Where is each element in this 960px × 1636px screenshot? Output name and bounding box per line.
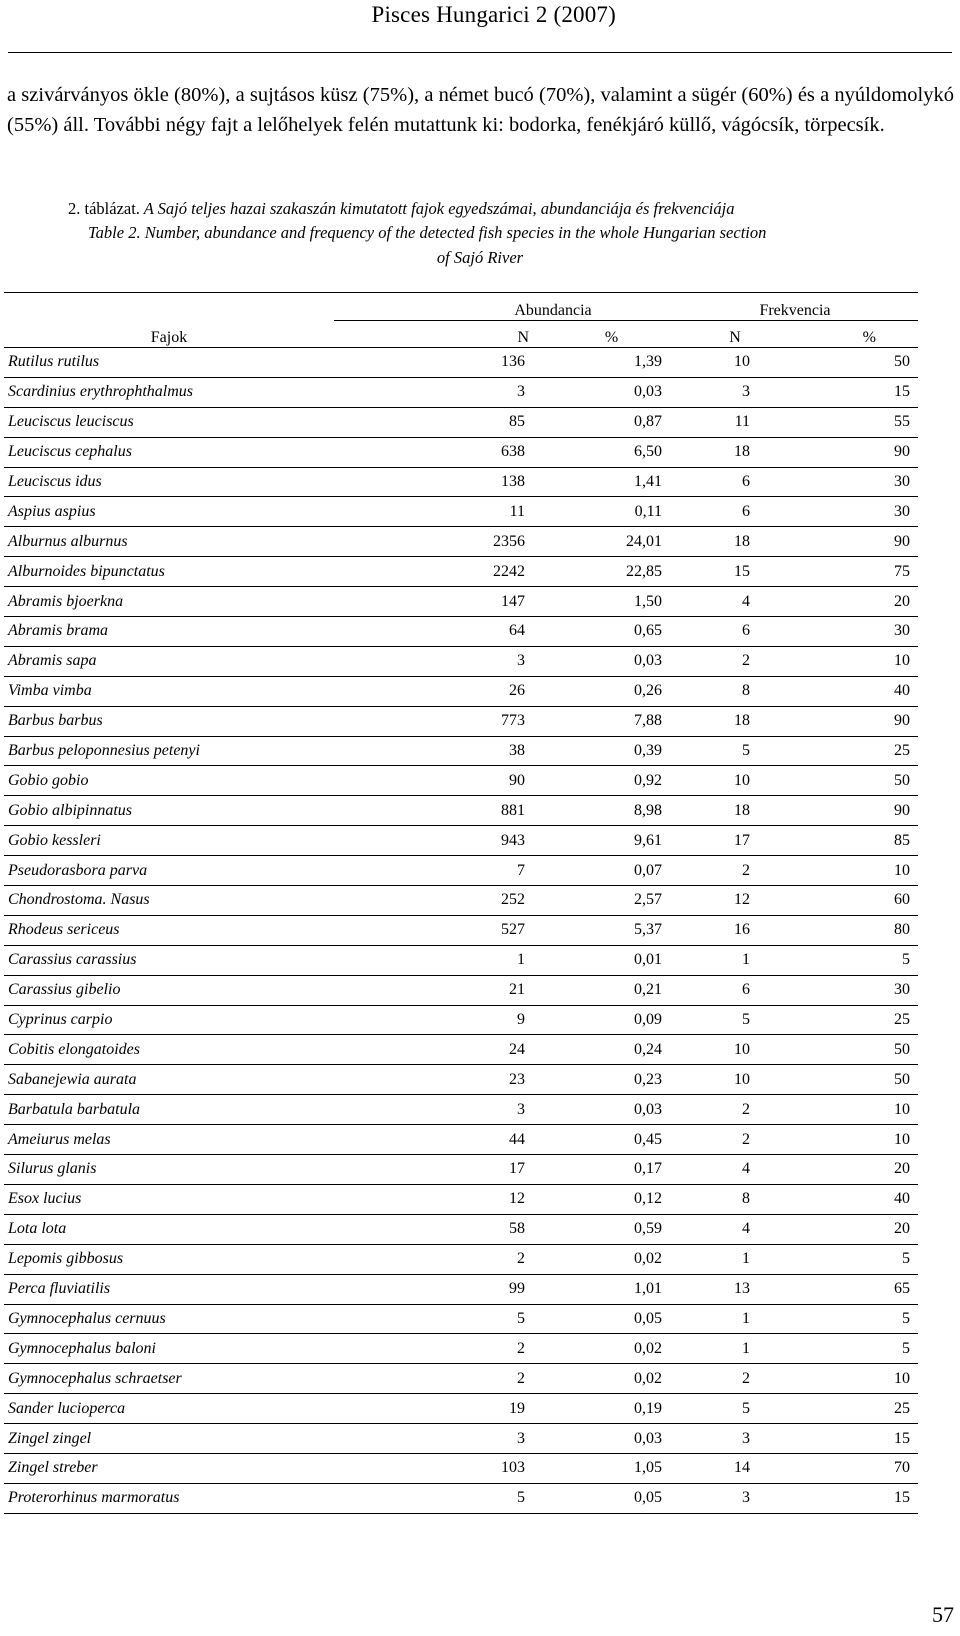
frequency-pct-cell: 15 (798, 1424, 918, 1454)
species-name-cell: Abramis brama (4, 617, 334, 647)
abundance-n-cell: 58 (334, 1214, 551, 1244)
frequency-n-cell: 6 (672, 497, 798, 527)
header-rule (8, 52, 952, 53)
table-row (4, 856, 918, 886)
frequency-n-cell: 2 (672, 1125, 798, 1155)
frequency-n-cell: 6 (672, 975, 798, 1005)
species-name-cell: Ameiurus melas (4, 1125, 334, 1155)
abundance-pct-cell: 2,57 (551, 886, 672, 916)
caption-english-line2: of Sajó River (436, 248, 524, 267)
abundance-n-cell: 11 (334, 497, 551, 527)
abundance-n-cell: 12 (334, 1184, 551, 1214)
species-name-cell: Zingel zingel (4, 1424, 334, 1454)
frequency-n-cell: 18 (672, 437, 798, 467)
abundance-pct-cell: 0,21 (551, 975, 672, 1005)
frequency-n-cell: 13 (672, 1274, 798, 1304)
frequency-pct-cell: 90 (798, 796, 918, 826)
frequency-n-cell: 8 (672, 1184, 798, 1214)
frequency-n-cell: 4 (672, 587, 798, 617)
abundance-n-cell: 1 (334, 945, 551, 975)
caption-hu-label: 2. táblázat. (68, 199, 140, 218)
species-name-cell: Alburnus alburnus (4, 527, 334, 557)
frequency-pct-cell: 40 (798, 1184, 918, 1214)
species-name-cell: Sander lucioperca (4, 1394, 334, 1424)
table-row (4, 467, 918, 497)
frequency-n-cell: 15 (672, 557, 798, 587)
abundance-pct-cell: 0,03 (551, 646, 672, 676)
abundance-n-cell: 527 (334, 915, 551, 945)
abundance-n-cell: 943 (334, 826, 551, 856)
table-row (4, 437, 918, 467)
abundance-pct-cell: 0,11 (551, 497, 672, 527)
page-number: 57 (932, 1602, 954, 1627)
frequency-pct-cell: 75 (798, 557, 918, 587)
frequency-n-cell: 12 (672, 886, 798, 916)
species-name-cell: Gobio kessleri (4, 826, 334, 856)
table-row (4, 1394, 918, 1424)
abundance-n-cell: 147 (334, 587, 551, 617)
abundance-n-cell: 38 (334, 736, 551, 766)
abundance-pct-cell: 1,39 (551, 348, 672, 378)
frequency-n-cell: 1 (672, 1334, 798, 1364)
frequency-pct-cell: 25 (798, 736, 918, 766)
abundance-pct-cell: 5,37 (551, 915, 672, 945)
abundance-n-cell: 21 (334, 975, 551, 1005)
abundance-n-cell: 103 (334, 1453, 551, 1483)
frequency-n-cell: 16 (672, 915, 798, 945)
frequency-pct-cell: 15 (798, 1483, 918, 1513)
abundance-pct-cell: 1,05 (551, 1453, 672, 1483)
abundance-pct-cell: 0,05 (551, 1304, 672, 1334)
caption-english-line1: Table 2. Number, abundance and frequency of the detected fish species in the whole Hungarian section (88, 223, 767, 242)
abundance-n-cell: 7 (334, 856, 551, 886)
frequency-n-cell: 2 (672, 1364, 798, 1394)
species-name-cell: Rhodeus sericeus (4, 915, 334, 945)
species-name-cell: Leuciscus idus (4, 467, 334, 497)
frequency-n-cell: 3 (672, 1424, 798, 1454)
frequency-n-cell: 2 (672, 856, 798, 886)
abundance-pct-cell: 0,26 (551, 676, 672, 706)
species-name-cell: Vimba vimba (4, 676, 334, 706)
species-name-cell: Lepomis gibbosus (4, 1244, 334, 1274)
frequency-pct-cell: 20 (798, 1214, 918, 1244)
abundance-n-cell: 3 (334, 1424, 551, 1454)
species-name-cell: Perca fluviatilis (4, 1274, 334, 1304)
species-name-cell: Rutilus rutilus (4, 348, 334, 378)
abundance-pct-cell: 9,61 (551, 826, 672, 856)
table-row (4, 826, 918, 856)
abundance-pct-cell: 0,24 (551, 1035, 672, 1065)
frequency-pct-cell: 10 (798, 646, 918, 676)
frequency-n-cell: 3 (672, 1483, 798, 1513)
abundance-n-cell: 2242 (334, 557, 551, 587)
frequency-n-cell: 5 (672, 1394, 798, 1424)
species-name-cell: Proterorhinus marmoratus (4, 1483, 334, 1513)
abundance-pct-cell: 0,05 (551, 1483, 672, 1513)
abundance-pct-cell: 0,09 (551, 1005, 672, 1035)
header-frequency-label: Frekvencia (759, 302, 831, 319)
abundance-n-cell: 64 (334, 617, 551, 647)
abundance-pct-cell: 0,23 (551, 1065, 672, 1095)
header-species: Fajok (4, 293, 334, 348)
table-row (4, 1035, 918, 1065)
frequency-pct-cell: 50 (798, 1035, 918, 1065)
table-row (4, 1214, 918, 1244)
abundance-pct-cell: 7,88 (551, 706, 672, 736)
frequency-n-cell: 18 (672, 706, 798, 736)
table-row (4, 676, 918, 706)
abundance-n-cell: 2356 (334, 527, 551, 557)
table-row (4, 377, 918, 407)
abundance-n-cell: 2 (334, 1244, 551, 1274)
species-name-cell: Gymnocephalus cernuus (4, 1304, 334, 1334)
frequency-n-cell: 10 (672, 1065, 798, 1095)
frequency-pct-cell: 90 (798, 706, 918, 736)
frequency-n-cell: 14 (672, 1453, 798, 1483)
abundance-pct-cell: 0,92 (551, 766, 672, 796)
table-row (4, 915, 918, 945)
table-row (4, 587, 918, 617)
table-row (4, 1244, 918, 1274)
abundance-n-cell: 638 (334, 437, 551, 467)
header-abundance-pct: % (551, 321, 672, 348)
frequency-pct-cell: 30 (798, 975, 918, 1005)
species-name-cell: Alburnoides bipunctatus (4, 557, 334, 587)
abundance-n-cell: 252 (334, 886, 551, 916)
species-name-cell: Barbus peloponnesius petenyi (4, 736, 334, 766)
abundance-pct-cell: 0,02 (551, 1244, 672, 1274)
abundance-n-cell: 90 (334, 766, 551, 796)
abundance-n-cell: 136 (334, 348, 551, 378)
abundance-n-cell: 19 (334, 1394, 551, 1424)
table-row (4, 1364, 918, 1394)
frequency-n-cell: 1 (672, 1304, 798, 1334)
frequency-pct-cell: 40 (798, 676, 918, 706)
abundance-n-cell: 5 (334, 1304, 551, 1334)
species-name-cell: Gymnocephalus schraetser (4, 1364, 334, 1394)
abundance-n-cell: 5 (334, 1483, 551, 1513)
abundance-n-cell: 26 (334, 676, 551, 706)
frequency-n-cell: 18 (672, 527, 798, 557)
abundance-pct-cell: 0,17 (551, 1155, 672, 1185)
frequency-pct-cell: 10 (798, 1095, 918, 1125)
abundance-pct-cell: 0,19 (551, 1394, 672, 1424)
species-name-cell: Sabanejewia aurata (4, 1065, 334, 1095)
table-row (4, 1005, 918, 1035)
frequency-n-cell: 4 (672, 1155, 798, 1185)
frequency-pct-cell: 70 (798, 1453, 918, 1483)
abundance-pct-cell: 0,65 (551, 617, 672, 647)
abundance-pct-cell: 1,41 (551, 467, 672, 497)
frequency-n-cell: 2 (672, 646, 798, 676)
abundance-n-cell: 99 (334, 1274, 551, 1304)
abundance-pct-cell: 0,03 (551, 1424, 672, 1454)
frequency-n-cell: 5 (672, 1005, 798, 1035)
species-name-cell: Chondrostoma. Nasus (4, 886, 334, 916)
species-name-cell: Zingel streber (4, 1453, 334, 1483)
caption-hu-text: A Sajó teljes hazai szakaszán kimutatott fajok egyedszámai, abundanciája és frekvenciája (143, 199, 735, 218)
abundance-n-cell: 9 (334, 1005, 551, 1035)
table-row (4, 1065, 918, 1095)
frequency-n-cell: 11 (672, 407, 798, 437)
abundance-n-cell: 3 (334, 1095, 551, 1125)
species-name-cell: Gobio albipinnatus (4, 796, 334, 826)
frequency-pct-cell: 90 (798, 527, 918, 557)
abundance-n-cell: 2 (334, 1364, 551, 1394)
abundance-pct-cell: 0,45 (551, 1125, 672, 1155)
abundance-n-cell: 2 (334, 1334, 551, 1364)
table-row (4, 1304, 918, 1334)
table-row (4, 497, 918, 527)
frequency-n-cell: 5 (672, 736, 798, 766)
frequency-pct-cell: 15 (798, 377, 918, 407)
running-header (0, 0, 960, 60)
frequency-pct-cell: 20 (798, 1155, 918, 1185)
header-frequency-pct: % (798, 321, 918, 348)
frequency-n-cell: 10 (672, 1035, 798, 1065)
table-body (4, 348, 918, 1514)
abundance-n-cell: 3 (334, 646, 551, 676)
journal-title: Pisces Hungarici 2 (2007) (371, 2, 616, 27)
table-row (4, 1334, 918, 1364)
table-row (4, 706, 918, 736)
species-name-cell: Silurus glanis (4, 1155, 334, 1185)
table-row (4, 1095, 918, 1125)
abundance-n-cell: 85 (334, 407, 551, 437)
species-table (4, 292, 918, 1514)
species-name-cell: Abramis bjoerkna (4, 587, 334, 617)
table-row (4, 348, 918, 378)
species-name-cell: Leuciscus cephalus (4, 437, 334, 467)
frequency-pct-cell: 60 (798, 886, 918, 916)
table-row (4, 1424, 918, 1454)
abundance-pct-cell: 1,01 (551, 1274, 672, 1304)
header-frequency-n: N (672, 321, 798, 348)
abundance-n-cell: 24 (334, 1035, 551, 1065)
frequency-n-cell: 17 (672, 826, 798, 856)
frequency-n-cell: 3 (672, 377, 798, 407)
abundance-pct-cell: 0,02 (551, 1334, 672, 1364)
frequency-pct-cell: 10 (798, 856, 918, 886)
table-row (4, 766, 918, 796)
species-name-cell: Esox lucius (4, 1184, 334, 1214)
table-row (4, 1483, 918, 1513)
frequency-pct-cell: 10 (798, 1364, 918, 1394)
species-name-cell: Leuciscus leuciscus (4, 407, 334, 437)
intro-text: a szivárványos ökle (80%), a sujtásos küsz (75%), a német bucó (70%), valamint a sügér (60%) és a nyúldomolykó (55%) áll. További négy fajt a lelőhelyek felén mutattunk ki: bodorka, fenékjáró küllő, vágócsík, törpecsík. (7, 84, 954, 136)
table-row (4, 975, 918, 1005)
species-name-cell: Gymnocephalus baloni (4, 1334, 334, 1364)
species-name-cell: Barbus barbus (4, 706, 334, 736)
abundance-n-cell: 881 (334, 796, 551, 826)
abundance-pct-cell: 0,07 (551, 856, 672, 886)
frequency-pct-cell: 5 (798, 1304, 918, 1334)
abundance-pct-cell: 0,01 (551, 945, 672, 975)
abundance-pct-cell: 8,98 (551, 796, 672, 826)
frequency-pct-cell: 30 (798, 497, 918, 527)
frequency-pct-cell: 50 (798, 1065, 918, 1095)
species-name-cell: Cobitis elongatoides (4, 1035, 334, 1065)
species-name-cell: Cyprinus carpio (4, 1005, 334, 1035)
abundance-n-cell: 44 (334, 1125, 551, 1155)
table-row (4, 1155, 918, 1185)
species-name-cell: Abramis sapa (4, 646, 334, 676)
frequency-n-cell: 8 (672, 676, 798, 706)
frequency-pct-cell: 20 (798, 587, 918, 617)
abundance-pct-cell: 6,50 (551, 437, 672, 467)
abundance-pct-cell: 22,85 (551, 557, 672, 587)
species-name-cell: Lota lota (4, 1214, 334, 1244)
abundance-pct-cell: 0,59 (551, 1214, 672, 1244)
table-row (4, 945, 918, 975)
frequency-pct-cell: 30 (798, 467, 918, 497)
species-name-cell: Gobio gobio (4, 766, 334, 796)
table-row (4, 736, 918, 766)
frequency-n-cell: 6 (672, 617, 798, 647)
table-row (4, 1274, 918, 1304)
abundance-n-cell: 138 (334, 467, 551, 497)
table-row (4, 1125, 918, 1155)
abundance-n-cell: 23 (334, 1065, 551, 1095)
table-row (4, 1184, 918, 1214)
frequency-n-cell: 18 (672, 796, 798, 826)
frequency-n-cell: 6 (672, 467, 798, 497)
frequency-n-cell: 1 (672, 1244, 798, 1274)
frequency-pct-cell: 5 (798, 1334, 918, 1364)
frequency-pct-cell: 50 (798, 766, 918, 796)
header-abundance-n: N (334, 321, 551, 348)
frequency-n-cell: 10 (672, 348, 798, 378)
frequency-n-cell: 2 (672, 1095, 798, 1125)
caption-hungarian (68, 197, 960, 220)
species-name-cell: Carassius gibelio (4, 975, 334, 1005)
frequency-pct-cell: 5 (798, 1244, 918, 1274)
table-row (4, 886, 918, 916)
abundance-n-cell: 17 (334, 1155, 551, 1185)
abundance-pct-cell: 0,12 (551, 1184, 672, 1214)
header-frequency (672, 293, 918, 321)
abundance-pct-cell: 1,50 (551, 587, 672, 617)
abundance-pct-cell: 0,39 (551, 736, 672, 766)
frequency-pct-cell: 50 (798, 348, 918, 378)
species-name-cell: Scardinius erythrophthalmus (4, 377, 334, 407)
abundance-pct-cell: 0,03 (551, 377, 672, 407)
abundance-pct-cell: 0,02 (551, 1364, 672, 1394)
frequency-pct-cell: 55 (798, 407, 918, 437)
species-name-cell: Pseudorasbora parva (4, 856, 334, 886)
header-abundance-label: Abundancia (514, 302, 592, 319)
abundance-pct-cell: 24,01 (551, 527, 672, 557)
table-row (4, 617, 918, 647)
species-name-cell: Carassius carassius (4, 945, 334, 975)
abundance-pct-cell: 0,03 (551, 1095, 672, 1125)
table-row (4, 527, 918, 557)
frequency-pct-cell: 5 (798, 945, 918, 975)
intro-paragraph (7, 80, 954, 140)
abundance-pct-cell: 0,87 (551, 407, 672, 437)
table-row (4, 796, 918, 826)
frequency-pct-cell: 90 (798, 437, 918, 467)
frequency-pct-cell: 25 (798, 1394, 918, 1424)
frequency-n-cell: 1 (672, 945, 798, 975)
frequency-pct-cell: 30 (798, 617, 918, 647)
frequency-n-cell: 10 (672, 766, 798, 796)
header-abundance (334, 293, 672, 321)
table-row (4, 1453, 918, 1483)
table-row (4, 407, 918, 437)
frequency-pct-cell: 25 (798, 1005, 918, 1035)
table-row (4, 646, 918, 676)
frequency-pct-cell: 10 (798, 1125, 918, 1155)
abundance-n-cell: 3 (334, 377, 551, 407)
frequency-pct-cell: 65 (798, 1274, 918, 1304)
abundance-n-cell: 773 (334, 706, 551, 736)
frequency-pct-cell: 85 (798, 826, 918, 856)
frequency-pct-cell: 80 (798, 915, 918, 945)
frequency-n-cell: 4 (672, 1214, 798, 1244)
table-row (4, 557, 918, 587)
species-name-cell: Barbatula barbatula (4, 1095, 334, 1125)
species-name-cell: Aspius aspius (4, 497, 334, 527)
